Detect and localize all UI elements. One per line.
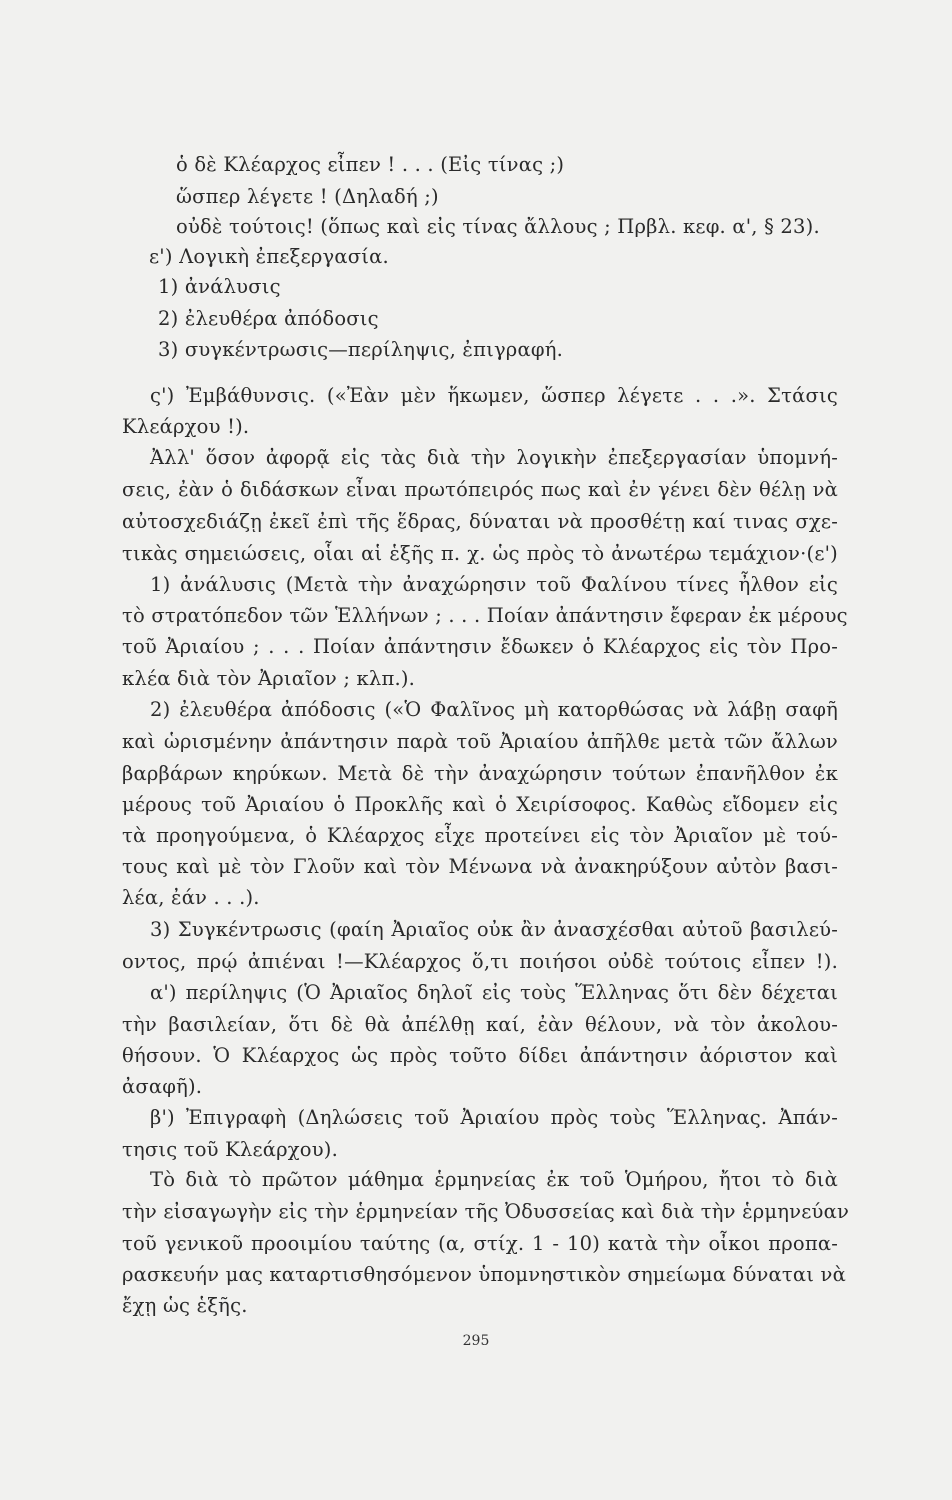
text-line-29: θήσουν. Ὁ Κλέαρχος ὡς πρὸς τοῦτο δίδει ἀπάντησιν ἀόριστον καὶ [122, 1044, 838, 1067]
text-line-7: 3) συγκέντρωσις—περίληψις, ἐπιγραφή. [158, 338, 563, 361]
text-line-17: κλέα διὰ τὸν Ἀριαῖον ; κλπ.). [122, 667, 416, 690]
text-line-15: τὸ στρατόπεδον τῶν Ἑλλήνων ; . . . Ποίαν ἀπάντησιν ἔφεραν ἐκ μέρους [122, 604, 848, 627]
text-line-35: τοῦ γενικοῦ προοιμίου ταύτης (α, στίχ. 1 - 10) κατὰ τὴν οἶκοι προπα- [122, 1232, 838, 1255]
text-line-32: τησις τοῦ Κλεάρχου). [122, 1138, 339, 1161]
text-line-24: λέα, ἐάν . . .). [122, 886, 260, 909]
text-line-22: τὰ προηγούμενα, ὁ Κλέαρχος εἶχε προτείνει εἰς τὸν Ἀριαῖον μὲ τού- [122, 824, 838, 847]
text-line-37: ἔχῃ ὡς ἑξῆς. [122, 1294, 248, 1317]
page-number: 295 [462, 1333, 490, 1349]
text-line-12: αὐτοσχεδιάζῃ ἐκεῖ ἐπὶ τῆς ἕδρας, δύναται νὰ προσθέτῃ καί τινας σχε- [122, 510, 838, 533]
text-line-10: Ἀλλ' ὅσον ἀφορᾷ εἰς τὰς διὰ τὴν λογικὴν ἐπεξεργασίαν ὑπομνή- [150, 446, 838, 469]
text-line-33: Τὸ διὰ τὸ πρῶτον μάθημα ἑρμηνείας ἐκ τοῦ Ὁμήρου, ἤτοι τὸ διὰ [150, 1168, 838, 1191]
text-line-27: α') περίληψις (Ὁ Ἀριαῖος δηλοῖ εἰς τοὺς Ἕλληνας ὅτι δὲν δέχεται [150, 981, 838, 1004]
text-line-14: 1) ἀνάλυσις (Μετὰ τὴν ἀναχώρησιν τοῦ Φαλίνου τίνες ἦλθον εἰς [150, 573, 838, 596]
text-line-26: οντος, πρῴ ἀπιέναι !—Κλέαρχος ὅ,τι ποιήσοι οὐδὲ τούτοις εἶπεν !). [122, 950, 838, 973]
text-line-9: Κλεάρχου !). [122, 415, 250, 438]
text-line-25: 3) Συγκέντρωσις (φαίη Ἀριαῖος οὐκ ἂν ἀνασχέσθαι αὐτοῦ βασιλεύ- [150, 918, 838, 941]
text-line-28: τὴν βασιλείαν, ὅτι δὲ θὰ ἀπέλθῃ καί, ἐὰν θέλουν, νὰ τὸν ἀκολου- [122, 1013, 838, 1036]
text-line-34: τὴν εἰσαγωγὴν εἰς τὴν ἑρμηνείαν τῆς Ὀδυσσείας καὶ διὰ τὴν ἑρμηνεύαν [122, 1200, 850, 1223]
text-line-3: οὐδὲ τούτοις! (ὅπως καὶ εἰς τίνας ἄλλους ; Πρβλ. κεφ. α', § 23). [176, 215, 820, 238]
text-line-1: ὁ δὲ Κλέαρχος εἶπεν ! . . . (Εἰς τίνας ;) [176, 153, 565, 176]
text-line-11: σεις, ἐὰν ὁ διδάσκων εἶναι πρωτόπειρός πως καὶ ἐν γένει δὲν θέλῃ νὰ [122, 478, 838, 501]
text-line-23: τους καὶ μὲ τὸν Γλοῦν καὶ τὸν Μένωνα νὰ ἀνακηρύξουν αὐτὸν βασι- [122, 855, 838, 878]
text-line-6: 2) ἐλευθέρα ἀπόδοσις [158, 307, 379, 330]
text-line-20: βαρβάρων κηρύκων. Μετὰ δὲ τὴν ἀναχώρησιν τούτων ἐπανῆλθον ἐκ [122, 762, 838, 785]
text-line-5: 1) ἀνάλυσις [158, 275, 281, 298]
text-line-2: ὥσπερ λέγετε ! (Δηλαδή ;) [176, 185, 439, 208]
text-line-13: τικὰς σημειώσεις, οἷαι αἱ ἑξῆς π. χ. ὡς πρὸς τὸ ἀνωτέρω τεμάχιον·(ε') [122, 542, 838, 565]
text-line-16: τοῦ Ἀριαίου ; . . . Ποίαν ἀπάντησιν ἔδωκεν ὁ Κλέαρχος εἰς τὸν Προ- [122, 635, 838, 658]
text-line-21: μέρους τοῦ Ἀριαίου ὁ Προκλῆς καὶ ὁ Χειρίσοφος. Καθὼς εἴδομεν εἰς [122, 793, 838, 816]
text-line-8: ς') Ἐμβάθυνσις. («Ἐὰν μὲν ἥκωμεν, ὥσπερ λέγετε . . .». Στάσις [150, 384, 838, 407]
text-line-36: ρασκευήν μας καταρτισθησόμενον ὑπομνηστικὸν σημείωμα δύναται νὰ [122, 1263, 846, 1286]
text-line-4: ε') Λογικὴ ἐπεξεργασία. [149, 245, 389, 268]
text-line-18: 2) ἐλευθέρα ἀπόδοσις («Ὁ Φαλῖνος μὴ κατορθώσας νὰ λάβῃ σαφῆ [150, 698, 838, 721]
text-line-19: καὶ ὡρισμένην ἀπάντησιν παρὰ τοῦ Ἀριαίου ἀπῆλθε μετὰ τῶν ἄλλων [122, 730, 838, 753]
text-line-30: ἀσαφῆ). [122, 1075, 203, 1098]
text-line-31: β') Ἐπιγραφὴ (Δηλώσεις τοῦ Ἀριαίου πρὸς τοὺς Ἕλληνας. Ἀπάν- [150, 1106, 838, 1129]
